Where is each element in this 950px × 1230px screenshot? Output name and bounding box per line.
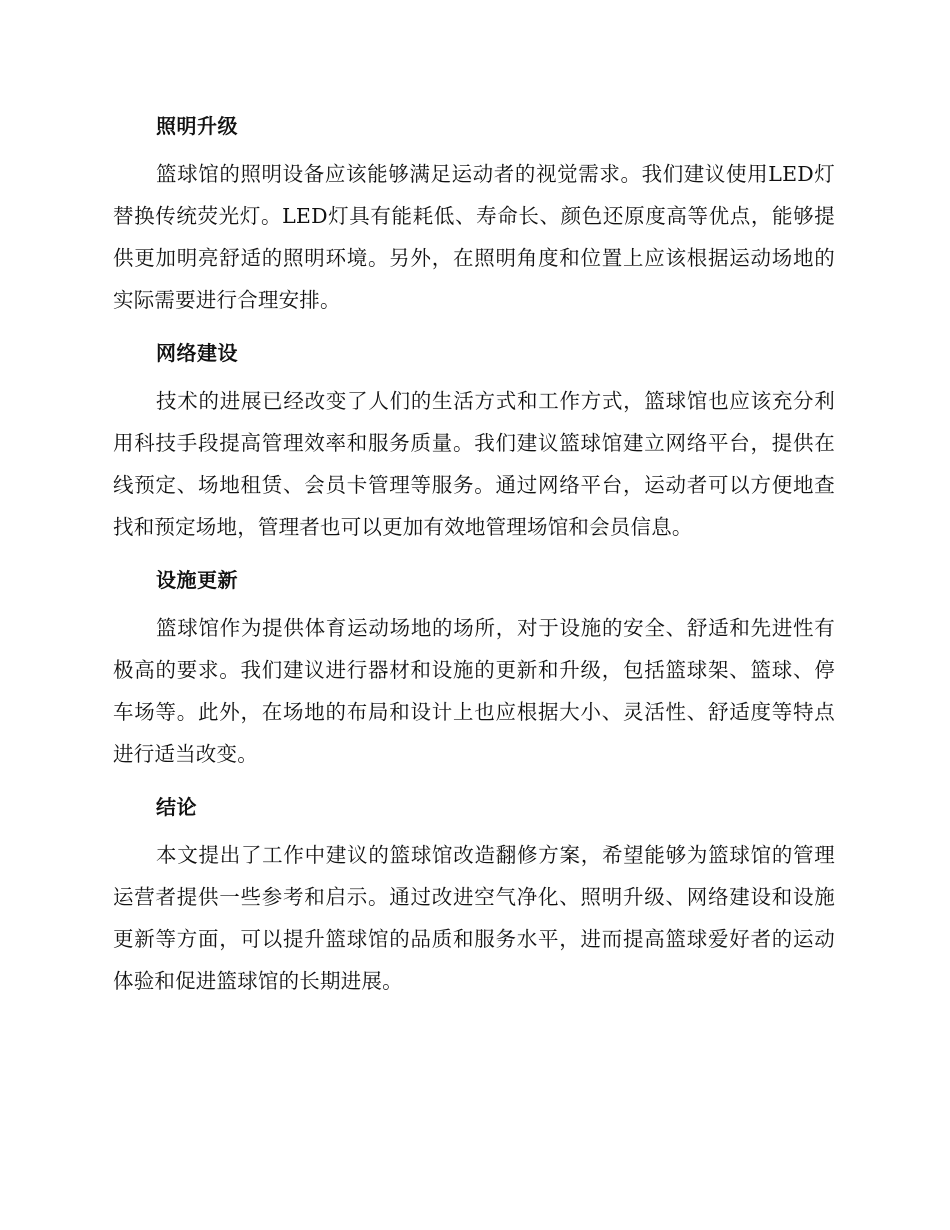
section-heading: 网络建设 [156, 341, 238, 365]
section-facility-update [113, 562, 835, 775]
section-paragraph: 篮球馆的照明设备应该能够满足运动者的视觉需求。我们建议使用LED灯替换传统荧光灯。LED灯具有能耗低、寿命长、颜色还原度高等优点，能够提供更加明亮舒适的照明环境。另外，在照明角度和位置上应该根据运动场地的实际需要进行合理安排。 [113, 162, 835, 312]
section-heading: 设施更新 [156, 568, 238, 592]
section-paragraph: 技术的进展已经改变了人们的生活方式和工作方式，篮球馆也应该充分利用科技手段提高管理效率和服务质量。我们建议篮球馆建立网络平台，提供在线预定、场地租赁、会员卡管理等服务。通过网络平台，运动者可以方便地查找和预定场地，管理者也可以更加有效地管理场馆和会员信息。 [113, 389, 835, 539]
document-page [113, 108, 835, 1016]
section-paragraph: 本文提出了工作中建议的篮球馆改造翻修方案，希望能够为篮球馆的管理运营者提供一些参考和启示。通过改进空气净化、照明升级、网络建设和设施更新等方面，可以提升篮球馆的品质和服务水平，进而提高篮球爱好者的运动体验和促进篮球馆的长期进展。 [113, 843, 835, 993]
section-lighting-upgrade [113, 108, 835, 321]
section-paragraph: 篮球馆作为提供体育运动场地的场所，对于设施的安全、舒适和先进性有极高的要求。我们建议进行器材和设施的更新和升级，包括篮球架、篮球、停车场等。此外，在场地的布局和设计上也应根据大小、灵活性、舒适度等特点进行适当改变。 [113, 616, 835, 766]
section-heading: 照明升级 [156, 114, 238, 138]
section-network-construction [113, 335, 835, 548]
section-conclusion [113, 789, 835, 1002]
section-heading: 结论 [156, 795, 197, 819]
